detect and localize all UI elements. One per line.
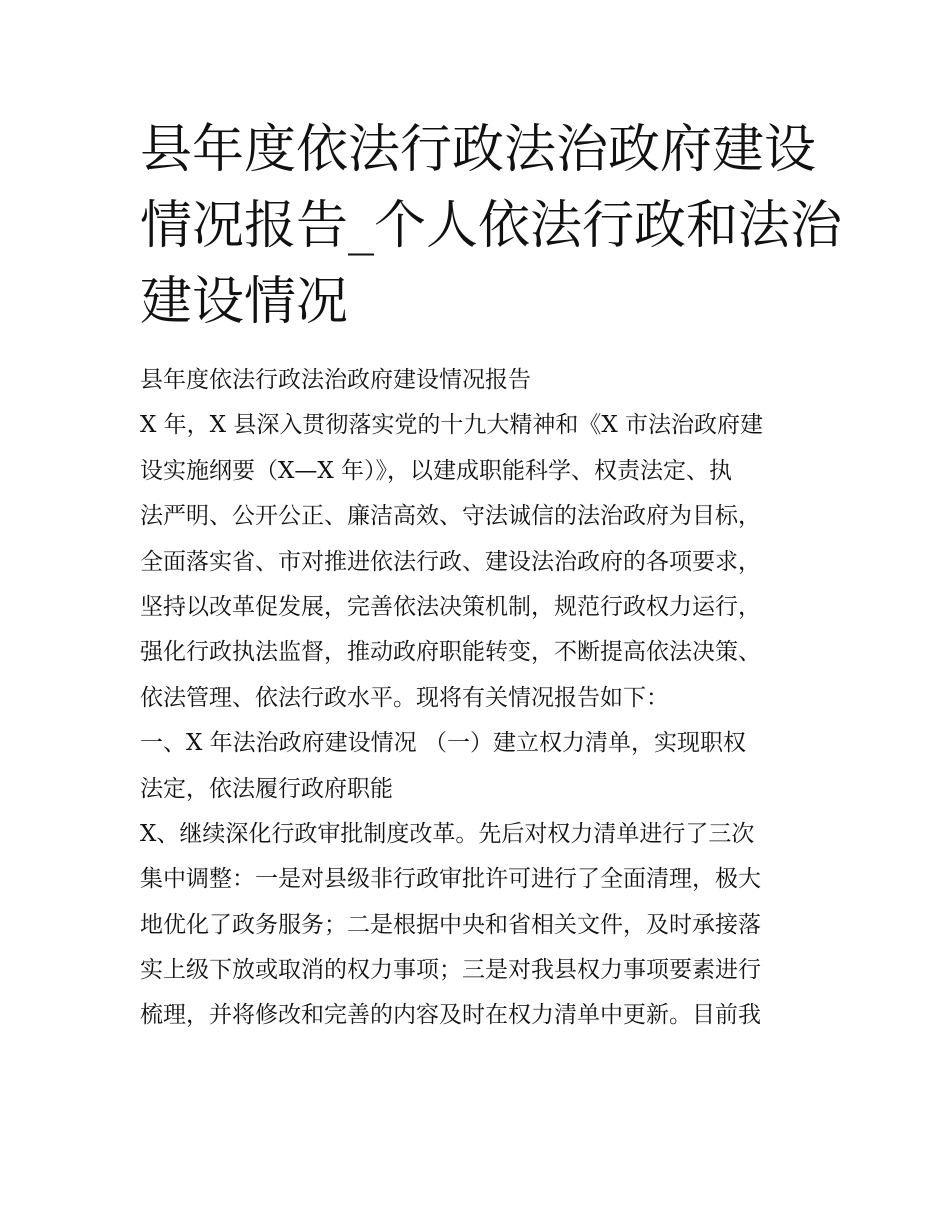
- paragraph-line: 实上级下放或取消的权力事项；三是对我县权力事项要素进行: [140, 957, 761, 984]
- paragraph-line: X、继续深化行政审批制度改革。先后对权力清单进行了三次: [140, 820, 755, 847]
- paragraph-line: 梳理，并将修改和完善的内容及时在权力清单中更新。目前我: [140, 1002, 761, 1029]
- subtitle-line: 县年度依法行政法治政府建设情况报告: [140, 367, 531, 393]
- document-body: [140, 358, 820, 1039]
- section-heading-line: 一、X 年法治政府建设情况 （一）建立权力清单，实现职权: [140, 730, 746, 757]
- section-heading-line: 法定，依法履行政府职能: [140, 775, 393, 802]
- paragraph-line: 集中调整：一是对县级非行政审批许可进行了全面清理，极大: [140, 866, 761, 893]
- document-title: [140, 112, 843, 340]
- paragraph-line: 强化行政执法监督，推动政府职能转变，不断提高依法决策、: [140, 639, 761, 666]
- paragraph-line: 依法管理、依法行政水平。现将有关情况报告如下：: [140, 684, 669, 711]
- title-line: 建设情况: [140, 272, 349, 332]
- paragraph-line: 法严明、公开公正、廉洁高效、守法诚信的法治政府为目标，: [140, 503, 761, 530]
- paragraph-line: 坚持以改革促发展，完善依法决策机制，规范行政权力运行，: [140, 593, 761, 620]
- paragraph-line: 全面落实省、市对推进依法行政、建设法治政府的各项要求，: [140, 548, 761, 575]
- paragraph-line: 设实施纲要（X—X 年）》，以建成职能科学、权责法定、执: [140, 457, 733, 484]
- title-line: 情况报告_个人依法行政和法治: [140, 196, 843, 256]
- title-line: 县年度依法行政法治政府建设: [140, 120, 817, 180]
- paragraph-line: 地优化了政务服务；二是根据中央和省相关文件，及时承接落: [140, 911, 761, 938]
- paragraph-line: X 年，X 县深入贯彻落实党的十九大精神和《X 市法治政府建: [140, 412, 764, 439]
